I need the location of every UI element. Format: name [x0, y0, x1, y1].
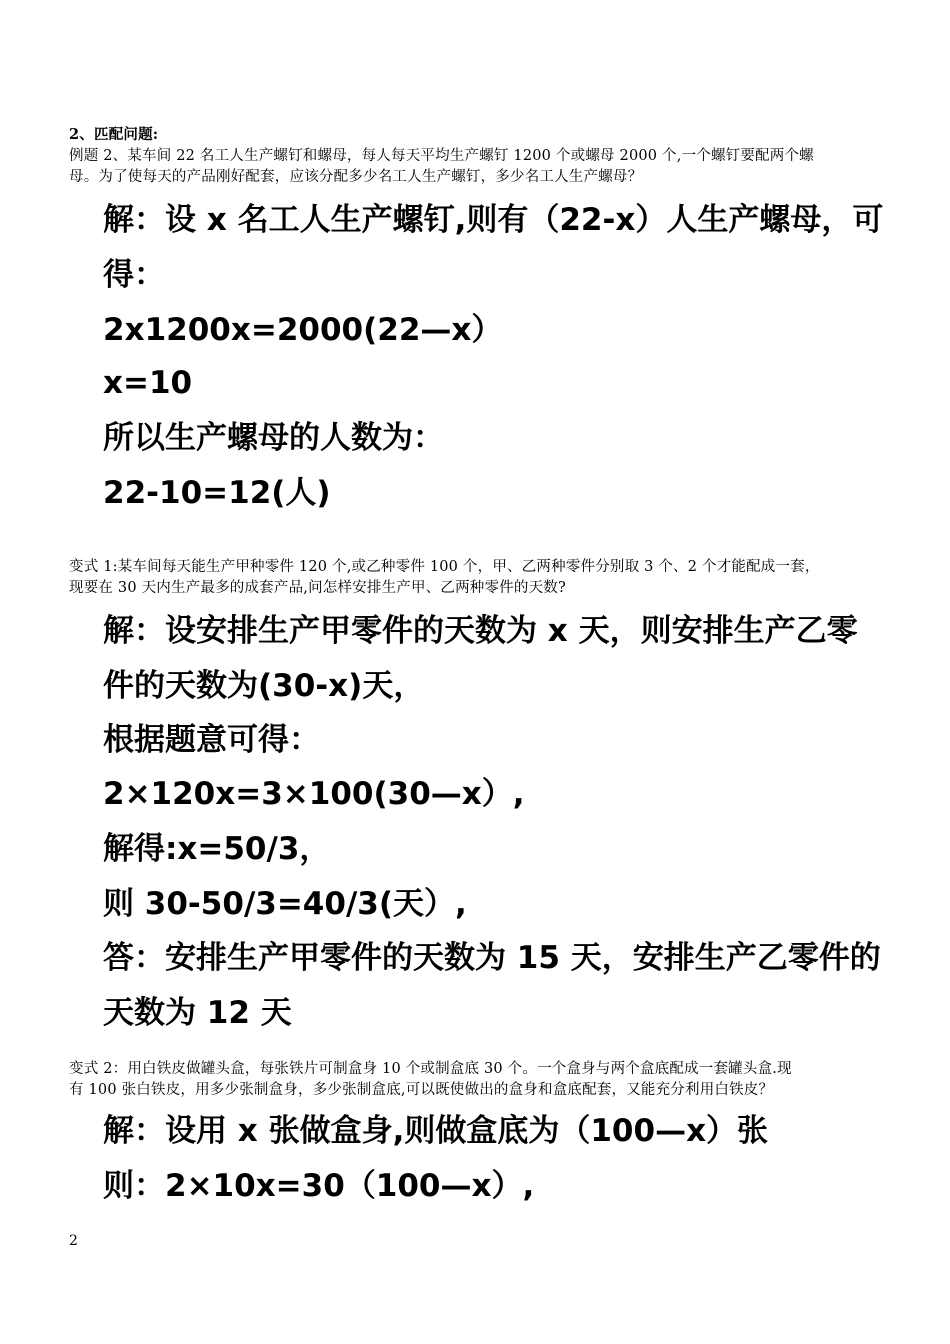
solution-1-line-2: 得： [103, 257, 165, 293]
solution-2-line-1: 解：设安排生产甲零件的天数为 x 天，则安排生产乙零 [103, 613, 858, 649]
example-2-line-2: 母。为了使每天的产品刚好配套，应该分配多少名工人生产螺钉，多少名工人生产螺母？ [69, 169, 643, 185]
solution-2-line-7: 答：安排生产甲零件的天数为 15 天，安排生产乙零件的 [103, 940, 881, 976]
page-number: 2 [69, 1233, 78, 1249]
solution-2-line-3: 根据题意可得： [103, 722, 320, 758]
solution-2-line-8: 天数为 12 天 [103, 995, 292, 1031]
variant-1-line-2: 现要在 30 天内生产最多的成套产品,问怎样安排生产甲、乙两种零件的天数? [69, 580, 566, 596]
section-heading: 2、匹配问题: [69, 126, 159, 143]
solution-1-line-1: 解：设 x 名工人生产螺钉,则有（22-x）人生产螺母，可 [103, 202, 884, 238]
solution-2-line-6: 则 30-50/3=40/3(天）, [103, 886, 467, 922]
variant-1-line-1: 变式 1:某车间每天能生产甲种零件 120 个,或乙种零件 100 个，甲、乙两种零件分别取 3 个、2 个才能配成一套， [69, 559, 820, 575]
variant-2-line-2: 有 100 张白铁皮，用多少张制盒身，多少张制盒底,可以既使做出的盒身和盒底配套，又能充分利用白铁皮？ [69, 1082, 774, 1098]
example-2-line-1: 例题 2、某车间 22 名工人生产螺钉和螺母，每人每天平均生产螺钉 1200 个或螺母 2000 个,一个螺钉要配两个螺 [69, 148, 814, 164]
variant-2-line-1: 变式 2：用白铁皮做罐头盒，每张铁片可制盒身 10 个或制盒底 30 个。一个盒身与两个盒底配成一套罐头盒.现 [69, 1061, 792, 1077]
solution-3-line-2: 则：2×10x=30（100—x）, [103, 1168, 535, 1204]
solution-1-line-4: x=10 [103, 365, 193, 401]
solution-1-line-6: 22-10=12(人) [103, 475, 331, 511]
solution-1-line-3: 2x1200x=2000(22—x） [103, 312, 503, 348]
solution-2-line-4: 2×120x=3×100(30—x）, [103, 776, 525, 812]
solution-1-line-5: 所以生产螺母的人数为： [103, 420, 444, 456]
solution-3-line-1: 解：设用 x 张做盒身,则做盒底为（100—x）张 [103, 1113, 769, 1149]
solution-2-line-2: 件的天数为(30-x)天， [103, 668, 425, 704]
solution-2-line-5: 解得:x=50/3， [103, 831, 331, 867]
